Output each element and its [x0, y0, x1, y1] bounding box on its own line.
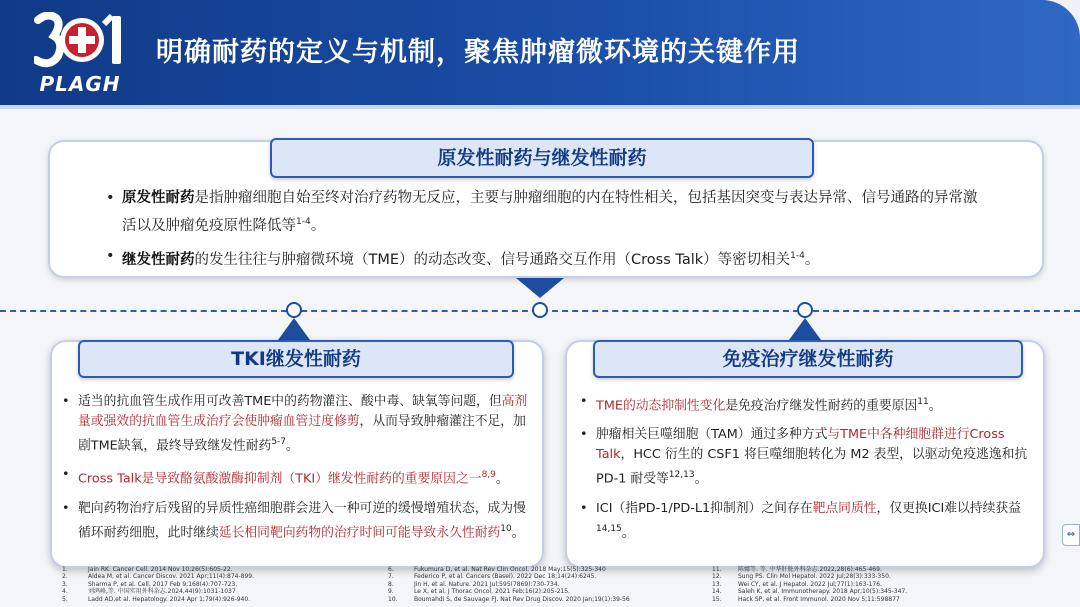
bullet-text: 是指肿瘤细胞自始至终对治疗药物无反应，主要与肿瘤细胞的内在特性相关，包括基因突变与表达异常、信号通路的异常激活以及肿瘤免疫原性降低等: [122, 190, 978, 234]
citation: 12,13: [668, 470, 695, 481]
bullet-text: 的发生往往与肿瘤微环境（TME）的动态改变、信号通路交互作用（Cross Talk）等密切相关: [194, 251, 791, 268]
citation: 8,9: [481, 470, 496, 481]
reference-item: 2. Aldea M, et al. Cancer Discov. 2021 Apr;11(4):874-899.: [62, 573, 254, 581]
highlight-text: 靶点同质性: [812, 500, 877, 516]
expand-icon[interactable]: ⇔: [1062, 524, 1080, 546]
up-triangle-left-icon: [278, 318, 310, 340]
reference-item: 14. Saleh K, et al. Immunotherapy. 2018 Apr;10(5):345-347.: [712, 588, 908, 596]
bold-term: 继发性耐药: [122, 251, 195, 268]
highlight-text: TME的动态抑制性变化: [596, 398, 726, 414]
text: ，从而导致肿瘤灌注不足，加剧TME缺氧，最终导致继发性耐药: [78, 414, 526, 454]
text: 。: [928, 398, 942, 414]
citation: 10: [500, 523, 512, 534]
bullet-end: 。: [804, 251, 820, 268]
citation: 11: [917, 397, 929, 407]
logo-301-icon: [34, 12, 126, 68]
page-title: 明确耐药的定义与机制，聚焦肿瘤微环境的关键作用: [156, 37, 800, 68]
citation: 5-7: [271, 437, 287, 447]
right-section-bullets: [580, 392, 1030, 552]
text: 。: [621, 524, 635, 540]
highlight-text: 高剂量或强效的抗血管生成治疗会使肿瘤血管过度修剪: [78, 394, 528, 429]
highlight-text: 与TME中各种细胞群进行Cross Talk: [596, 427, 1005, 463]
reference-item: 10. Boumahdi S, de Sauvage FJ. Nat Rev Drug Discov. 2020 Jan;19(1):39-56: [388, 595, 630, 603]
left-section-bullets: [62, 392, 532, 552]
citation: 1-4: [296, 217, 311, 227]
text: 适当的抗血管生成作用可改善TME中的药物灌注、酸中毒、缺氧等问题，但: [78, 394, 502, 409]
reference-item: 13. Wei CY, et al. J Hepatol. 2022 Jul;77(1):163-176.: [712, 580, 882, 588]
top-section-bullets: [106, 186, 990, 278]
connector-node-left: [286, 302, 302, 318]
text: 。: [694, 471, 708, 487]
text: 是免疫治疗继发性耐药的重要原因: [725, 398, 918, 414]
down-arrow-icon: [516, 278, 564, 298]
bullet-primary-resistance: [106, 186, 990, 238]
left-section-heading: TKI继发性耐药: [78, 340, 514, 378]
reference-item: 12. Sung PS. Clin Mol Hepatol. 2022 Jul;28(3):333-350.: [712, 573, 891, 581]
reference-item: 6. Fukumura D, et al. Nat Rev Clin Oncol. 2018 May;15(5):325-340: [388, 566, 606, 573]
right-bullet-1: [580, 392, 1030, 416]
bullet-end: 。: [310, 217, 326, 234]
highlight-text: Cross Talk是导致酪氨酸激酶抑制剂（TKI）继发性耐药的重要原因之一: [78, 471, 482, 487]
right-bullet-2: [580, 425, 1030, 489]
highlight-text: 延长相同靶向药物的治疗时间可能导致永久性耐药: [218, 524, 501, 540]
text: ，仅更换ICI难以持续获益: [876, 500, 1021, 516]
references-col-3: [712, 566, 1032, 603]
reference-item: 5. Ladd AD,et al. Hepatology. 2024 Apr 1;79(4):926-940.: [62, 595, 251, 603]
references-col-1: [62, 566, 382, 603]
reference-item: 4. 刘鸿峰,等. 中国实用外科杂志.2024,44(9):1031-1037: [62, 588, 236, 596]
text: ICI（指PD-1/PD-L1抑制剂）之间存在: [596, 500, 813, 516]
citation: 1-4: [790, 250, 805, 261]
text: 肿瘤相关巨噬细胞（TAM）通过多种方式: [596, 427, 828, 443]
left-bullet-2: [62, 465, 532, 489]
logo-text: PLAGH: [39, 72, 121, 96]
logo: [34, 12, 126, 96]
bold-term: 原发性耐药: [122, 190, 195, 206]
text: 。: [286, 438, 299, 454]
text: ，HCC 衍生的 CSF1 将巨噬细胞转化为 M2 表型，以驱动免疫逃逸和抗 PD-1 耐受等: [596, 447, 1028, 487]
connector-node-right: [797, 302, 813, 318]
reference-item: 15. Hack SP, et al. Front Immunol. 2020 Nov 5;11:598877: [712, 595, 900, 603]
left-bullet-3: [62, 499, 532, 543]
reference-item: 9. Le X, et al. J Thorac Oncol. 2021 Feb;16(2):205-215.: [388, 588, 570, 596]
reference-item: 7. Federico P, et al. Cancers (Basel). 2022 Dec 18;14(24):6245.: [388, 573, 597, 581]
right-bullet-3: [580, 499, 1030, 543]
reference-item: 8. Jin H, et al. Nature. 2021 Jul;595(7869):730-734.: [388, 580, 560, 588]
header-banner: [0, 0, 1080, 105]
text: 。: [511, 524, 525, 540]
left-bullet-1: [62, 392, 532, 456]
up-triangle-right-icon: [789, 318, 821, 340]
bullet-secondary-resistance: [106, 244, 990, 272]
references-col-2: [388, 566, 708, 603]
right-section-heading: 免疫治疗继发性耐药: [593, 340, 1023, 378]
reference-item: 11. 陈娜等. 等. 中华肝脏外科杂志.2022,28(6):465-469.: [712, 566, 882, 573]
text: 。: [495, 471, 509, 487]
reference-item: 1. Jain RK. Cancer Cell. 2014 Nov 10;26(5):605-22.: [62, 566, 233, 573]
reference-item: 3. Sharma P, et al. Cell. 2017 Feb 9;168(4):707-723.: [62, 580, 238, 588]
citation: 14,15: [596, 523, 622, 534]
top-section-heading: 原发性耐药与继发性耐药: [270, 138, 814, 178]
connector-node-center: [532, 302, 548, 318]
text: 靶向药物治疗后残留的异质性癌细胞群会进入一种可逆的缓慢增殖状态，成为慢循环耐药细胞，此时继续: [78, 500, 526, 540]
